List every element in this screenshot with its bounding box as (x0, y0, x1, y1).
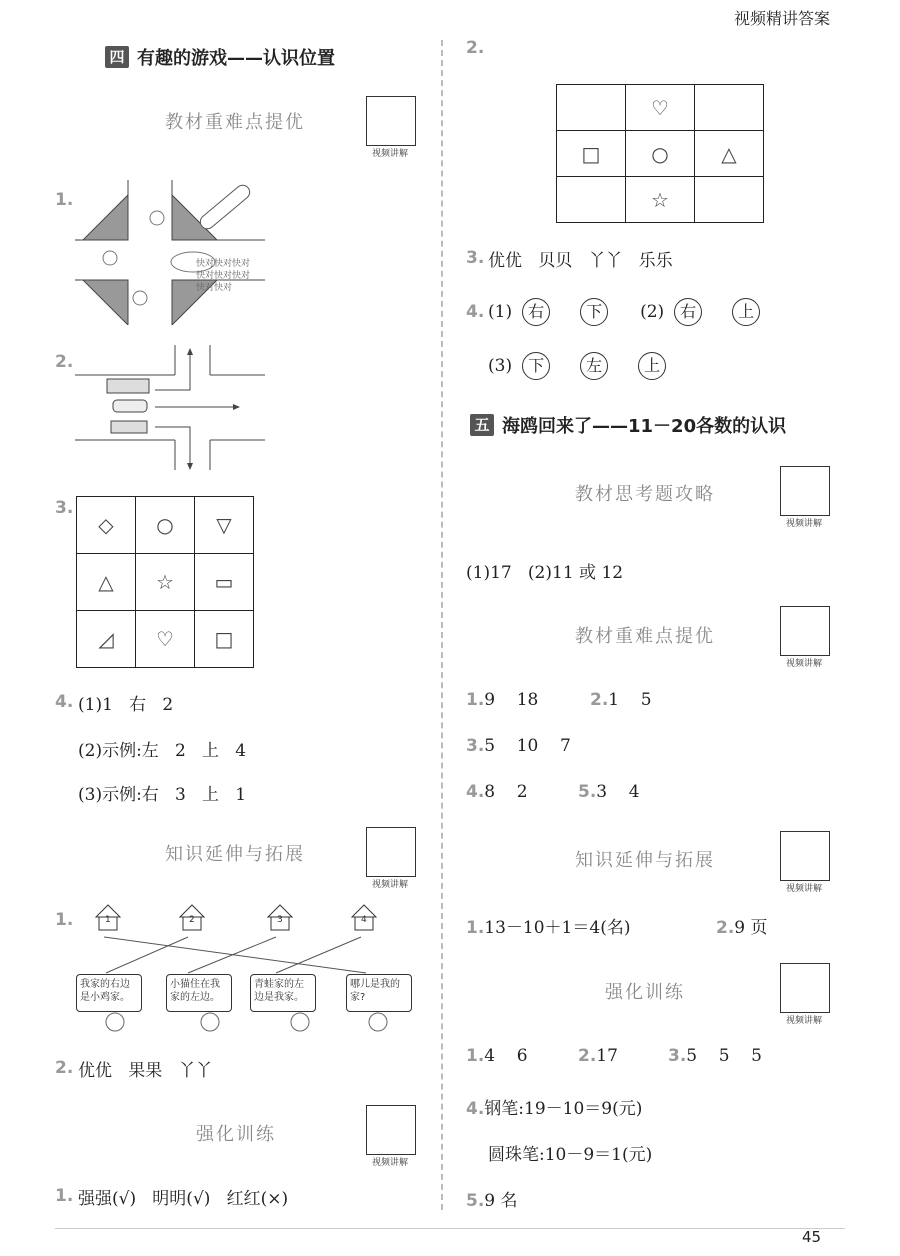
answer-line: (3)示例:右 3 上 1 (78, 785, 247, 805)
answer-value: 13－10＋1＝4(名) (484, 918, 631, 938)
page-number: 45 (802, 1228, 822, 1246)
answer-line: (1)17 (2)11 或 12 (466, 563, 624, 583)
qr-label: 视频讲解 (371, 880, 408, 890)
answer-line: (1)1 右 2 (78, 695, 174, 715)
qr-block[interactable] (780, 466, 834, 529)
shape-grid-left (76, 496, 254, 668)
grid-cell: ☆ (136, 554, 195, 611)
answer-line: (2)示例:左 2 上 4 (78, 741, 247, 761)
house-number: 1 (105, 915, 111, 925)
question-number: 3. (55, 498, 74, 518)
grid-cell: ○ (626, 131, 695, 177)
grid-cell: ♡ (136, 611, 195, 668)
section-badge: 四 (105, 46, 129, 68)
answer-value: 8 2 (484, 782, 528, 802)
question-number: 1. (466, 1046, 485, 1066)
section-four-title (105, 44, 335, 70)
answer-value: 5 10 7 (484, 736, 571, 756)
answer-line (488, 352, 676, 380)
grid-cell: □ (557, 131, 626, 177)
qr-block[interactable] (366, 1105, 420, 1168)
part-label: (3) (488, 356, 513, 376)
circled-answer: 上 (732, 298, 760, 326)
grid-cell: △ (695, 131, 764, 177)
mouse-icon (103, 251, 117, 265)
answer-line (466, 913, 630, 938)
question-number: 1. (55, 910, 74, 930)
question-number: 1. (55, 1186, 74, 1206)
answer-line: 圆珠笔:10－9＝1(元) (488, 1145, 653, 1165)
house-number: 2 (189, 915, 195, 925)
answer-value: 1 5 (608, 690, 652, 710)
question-number: 4. (55, 692, 74, 712)
answer-line (716, 913, 768, 938)
question-number: 2. (716, 918, 735, 938)
subheading-key-points: 教材重难点提优 (575, 626, 715, 647)
grid-cell (557, 177, 626, 223)
question-number: 5. (466, 1191, 485, 1211)
circled-answer: 上 (638, 352, 666, 380)
header-title: 视频精讲答案 (733, 9, 830, 28)
grid-cell (695, 177, 764, 223)
qr-label: 视频讲解 (371, 149, 408, 159)
grid-cell: ◇ (77, 497, 136, 554)
question-number: 1. (466, 690, 485, 710)
car-icon (113, 400, 147, 412)
subheading-training: 强化训练 (196, 1124, 276, 1145)
question-number: 3. (668, 1046, 687, 1066)
grid-cell: ☆ (626, 177, 695, 223)
qr-block[interactable] (780, 963, 834, 1026)
grid-cell (557, 85, 626, 131)
section-title-text: 海鸥回来了——11－20各数的认识 (502, 416, 787, 437)
question-number: 1. (466, 918, 485, 938)
answer-value: 3 4 (596, 782, 640, 802)
answer-line (466, 782, 528, 802)
answer-line (488, 298, 770, 326)
grid-cell: ▭ (195, 554, 254, 611)
bus-icon (107, 379, 149, 393)
qr-block[interactable] (366, 827, 420, 890)
part-label: (1) (488, 302, 513, 322)
answer-line (466, 1186, 518, 1211)
carrot-icon (198, 182, 253, 231)
frog-icon (106, 1013, 124, 1031)
column-divider (441, 40, 443, 1210)
answer-line: 优优 果果 丫丫 (78, 1061, 213, 1081)
answer-line (590, 690, 652, 710)
answer-value: 9 页 (734, 918, 768, 938)
grid-cell (695, 85, 764, 131)
footer-rule (55, 1228, 845, 1229)
truck-icon (111, 421, 147, 433)
question-number: 2. (590, 690, 609, 710)
qr-block[interactable] (780, 831, 834, 894)
circled-answer: 左 (580, 352, 608, 380)
qr-block[interactable] (366, 96, 420, 159)
section-title-text: 有趣的游戏——认识位置 (137, 48, 335, 69)
answer-line (668, 1046, 762, 1066)
subheading-thinking: 教材思考题攻略 (575, 484, 715, 505)
question-number: 2. (55, 352, 74, 372)
subheading-training: 强化训练 (605, 982, 685, 1003)
circled-answer: 右 (674, 298, 702, 326)
cat-icon (369, 1013, 387, 1031)
rabbit-icon (150, 211, 164, 225)
qr-code-icon[interactable] (366, 827, 416, 877)
qr-code-icon[interactable] (780, 963, 830, 1013)
answer-line (578, 1046, 618, 1066)
speech-bubble: 哪儿是我的家? (346, 974, 412, 1012)
grid-cell: □ (195, 611, 254, 668)
qr-label: 视频讲解 (785, 659, 822, 669)
answer-line: 优优 贝贝 丫丫 乐乐 (488, 251, 673, 271)
monkey-icon (133, 291, 147, 305)
qr-label: 视频讲解 (785, 884, 822, 894)
qr-code-icon[interactable] (780, 606, 830, 656)
question-number: 3. (466, 248, 485, 268)
house-number: 4 (361, 915, 367, 925)
qr-label: 视频讲解 (371, 1158, 408, 1168)
animals-figure (100, 1008, 420, 1038)
house-number: 3 (277, 915, 283, 925)
shape-grid-right (556, 84, 764, 223)
grid-cell: ◿ (77, 611, 136, 668)
chick-icon (201, 1013, 219, 1031)
question-number: 2. (55, 1058, 74, 1078)
answer-value: 9 名 (484, 1191, 518, 1211)
squirrel-icon (291, 1013, 309, 1031)
subheading-extension: 知识延伸与拓展 (165, 844, 305, 865)
qr-label: 视频讲解 (785, 1016, 822, 1026)
speech-bubble: 青蛙家的左边是我家。 (250, 974, 316, 1012)
question-number: 4. (466, 1099, 485, 1119)
answer-line (578, 782, 640, 802)
qr-code-icon[interactable] (780, 466, 830, 516)
watermark-sign: 快对快对快对快对快对快对快对快对 (196, 259, 251, 293)
question-number: 1. (55, 190, 74, 210)
answer-value: 钢笔:19－10＝9(元) (484, 1099, 643, 1119)
answer-line: 强强(√) 明明(√) 红红(×) (78, 1189, 289, 1209)
speech-bubble: 我家的右边是小鸡家。 (76, 974, 142, 1012)
qr-code-icon[interactable] (780, 831, 830, 881)
question-number: 3. (466, 736, 485, 756)
question-number: 2. (578, 1046, 597, 1066)
road-figure (75, 345, 275, 475)
part-label: (2) (640, 302, 665, 322)
grid-cell: ▽ (195, 497, 254, 554)
answer-line (466, 736, 571, 756)
section-five-title (470, 412, 786, 438)
answer-line (466, 1046, 528, 1066)
answer-value: 4 6 (484, 1046, 528, 1066)
intersection-figure (75, 180, 265, 325)
answer-value: 5 5 5 (686, 1046, 762, 1066)
grid-cell: ○ (136, 497, 195, 554)
grid-cell: ♡ (626, 85, 695, 131)
subheading-key-points: 教材重难点提优 (165, 112, 305, 133)
answer-line (466, 690, 538, 710)
circled-answer: 下 (580, 298, 608, 326)
question-number: 4. (466, 302, 485, 322)
speech-bubble: 小猫住在我家的左边。 (166, 974, 232, 1012)
answer-line (466, 1094, 642, 1119)
qr-block[interactable] (780, 606, 834, 669)
section-badge: 五 (470, 414, 494, 436)
question-number: 4. (466, 782, 485, 802)
grid-cell: △ (77, 554, 136, 611)
question-number: 2. (466, 38, 485, 58)
qr-label: 视频讲解 (785, 519, 822, 529)
subheading-extension: 知识延伸与拓展 (575, 850, 715, 871)
answer-value: 9 18 (484, 690, 539, 710)
circled-answer: 右 (522, 298, 550, 326)
answer-value: 17 (596, 1046, 618, 1066)
qr-code-icon[interactable] (366, 1105, 416, 1155)
question-number: 5. (578, 782, 597, 802)
circled-answer: 下 (522, 352, 550, 380)
qr-code-icon[interactable] (366, 96, 416, 146)
